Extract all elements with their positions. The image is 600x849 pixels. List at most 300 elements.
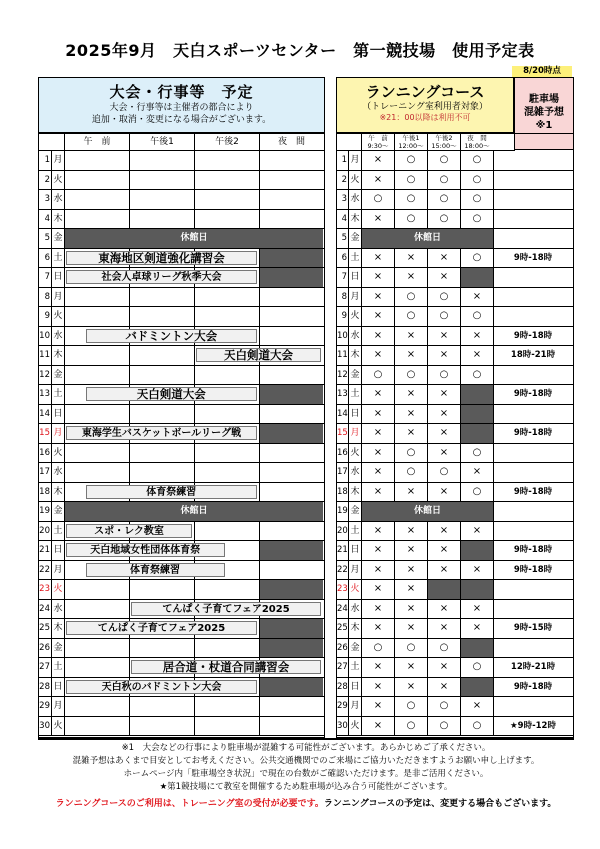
day-number: 30 [337, 720, 348, 731]
weekday: 水 [348, 190, 361, 209]
availability-mark: × [361, 658, 394, 677]
availability-mark: × [361, 249, 394, 268]
availability-mark: × [427, 249, 460, 268]
availability-mark [427, 580, 460, 599]
event-bar: 東海学生バスケットボールリーグ戦 [66, 426, 257, 440]
slot-cell [129, 307, 194, 326]
running-row [337, 366, 573, 386]
availability-mark: × [394, 522, 427, 541]
weekday: 木 [51, 210, 64, 229]
availability-mark: × [427, 444, 460, 463]
availability-mark: ○ [460, 444, 493, 463]
slot-cell [259, 678, 323, 697]
running-col-name: 午後1 [402, 134, 420, 142]
availability-mark: × [361, 580, 394, 599]
day-number: 22 [39, 564, 50, 575]
running-row [337, 151, 573, 171]
running-row [337, 327, 573, 347]
weekday: 日 [51, 541, 64, 560]
weekday: 月 [348, 151, 361, 170]
parking-forecast [493, 502, 572, 521]
parking-line-2: 混雑予想 [524, 107, 564, 118]
day-number: 5 [44, 233, 50, 243]
availability-mark [460, 268, 493, 287]
weekday: 金 [51, 366, 64, 385]
slot-cell [259, 424, 323, 443]
parking-forecast [493, 522, 572, 541]
availability-mark [460, 385, 493, 404]
weekday: 木 [51, 346, 64, 365]
running-row [337, 190, 573, 210]
day-number: 12 [39, 369, 50, 380]
availability-mark: × [460, 600, 493, 619]
running-row [337, 522, 573, 542]
slot-cell [259, 288, 323, 307]
footer-line-5 [38, 798, 574, 811]
day-number: 14 [39, 408, 50, 419]
weekday: 火 [51, 580, 64, 599]
availability-mark: × [427, 483, 460, 502]
running-note: ※21：00以降は利用不可 [379, 113, 471, 122]
weekday: 月 [51, 424, 64, 443]
availability-mark: × [361, 268, 394, 287]
running-row [337, 210, 573, 230]
availability-mark: × [394, 678, 427, 697]
running-col-3 [460, 134, 493, 150]
slot-cell [129, 697, 194, 716]
availability-mark: ○ [460, 307, 493, 326]
parking-forecast [493, 288, 572, 307]
slot-cell [129, 171, 194, 190]
slot-cell [194, 307, 259, 326]
running-row [337, 268, 573, 288]
weekday: 火 [348, 171, 361, 190]
event-bar: 東海地区剣道強化講習会 [66, 251, 257, 265]
slot-cell [259, 307, 323, 326]
slot-cell [64, 580, 129, 599]
slot-cell [129, 366, 194, 385]
slot-cell [194, 717, 259, 736]
events-row [39, 717, 324, 737]
event-bar: 天白剣道大会 [86, 387, 258, 401]
weekday: 火 [348, 717, 361, 736]
availability-mark: ○ [427, 717, 460, 736]
slot-cell [129, 151, 194, 170]
availability-mark: × [460, 327, 493, 346]
availability-mark: × [361, 697, 394, 716]
weekday: 金 [51, 639, 64, 658]
availability-mark: × [361, 171, 394, 190]
day-number: 18 [337, 486, 348, 497]
availability-mark: × [361, 346, 394, 365]
availability-mark: × [394, 580, 427, 599]
day-number: 1 [341, 155, 347, 165]
slot-cell [259, 327, 323, 346]
day-number: 16 [39, 447, 50, 458]
weekday: 月 [348, 288, 361, 307]
weekday: 金 [348, 502, 361, 521]
running-row [337, 385, 573, 405]
running-col-name: 午 前 [368, 134, 388, 142]
slot-cell [64, 190, 129, 209]
availability-mark: ○ [394, 171, 427, 190]
weekday: 日 [348, 678, 361, 697]
slot-cell [259, 444, 323, 463]
slot-cell [64, 366, 129, 385]
availability-mark: ○ [427, 288, 460, 307]
availability-mark: ○ [427, 463, 460, 482]
slot-cell [64, 444, 129, 463]
weekday: 火 [348, 580, 361, 599]
parking-forecast [493, 307, 572, 326]
running-column-header [337, 134, 515, 151]
events-row [39, 327, 324, 347]
availability-mark: × [394, 405, 427, 424]
events-row [39, 522, 324, 542]
day-number: 18 [39, 486, 50, 497]
availability-mark: ○ [427, 307, 460, 326]
availability-mark: ○ [427, 639, 460, 658]
running-col-2 [427, 134, 460, 150]
weekday: 火 [51, 307, 64, 326]
slot-cell [259, 697, 323, 716]
weekday: 木 [348, 483, 361, 502]
running-row [337, 171, 573, 191]
slot-cell [194, 366, 259, 385]
availability-mark: ○ [460, 190, 493, 209]
day-number: 10 [39, 330, 50, 341]
availability-mark: ○ [460, 171, 493, 190]
day-number: 29 [337, 701, 348, 711]
events-row [39, 444, 324, 464]
running-col-time: 15:00～ [431, 142, 457, 150]
day-number: 23 [39, 584, 50, 594]
availability-mark: × [394, 249, 427, 268]
slot-cell [259, 385, 323, 404]
availability-mark: × [427, 405, 460, 424]
slot-cell [259, 561, 323, 580]
availability-mark: × [427, 424, 460, 443]
day-number: 28 [337, 681, 348, 692]
day-number: 6 [341, 252, 347, 263]
availability-mark: ○ [394, 697, 427, 716]
availability-mark: × [361, 522, 394, 541]
day-number: 11 [337, 350, 348, 360]
day-number: 10 [337, 330, 348, 341]
events-row [39, 405, 324, 425]
weekday: 月 [348, 424, 361, 443]
availability-mark: × [361, 717, 394, 736]
events-col-3: 夜 間 [259, 134, 323, 150]
events-row [39, 151, 324, 171]
events-title: 大会・行事等 予定 [109, 83, 254, 101]
availability-mark: × [394, 385, 427, 404]
weekday: 月 [51, 561, 64, 580]
events-row [39, 229, 324, 249]
availability-mark: ○ [394, 366, 427, 385]
availability-mark: ○ [361, 366, 394, 385]
parking-line-1: 駐車場 [529, 94, 559, 105]
availability-mark: × [361, 678, 394, 697]
slot-cell [194, 210, 259, 229]
weekday: 木 [348, 619, 361, 638]
availability-mark: × [427, 522, 460, 541]
day-number: 22 [337, 564, 348, 575]
parking-forecast [493, 697, 572, 716]
availability-mark [460, 580, 493, 599]
availability-mark: × [361, 424, 394, 443]
running-header [336, 77, 514, 133]
day-number: 8 [341, 291, 347, 302]
slot-cell [64, 307, 129, 326]
parking-forecast [493, 366, 572, 385]
day-number: 19 [39, 506, 50, 516]
weekday: 水 [51, 327, 64, 346]
events-row [39, 288, 324, 308]
day-number: 13 [39, 389, 50, 399]
slot-cell [259, 210, 323, 229]
parking-forecast: 9時-18時 [493, 678, 572, 697]
day-number: 11 [39, 350, 50, 360]
weekday: 日 [348, 268, 361, 287]
day-number: 17 [337, 467, 348, 477]
weekday: 月 [348, 561, 361, 580]
slot-cell [64, 658, 129, 677]
parking-forecast [493, 405, 572, 424]
parking-forecast: 9時-18時 [493, 541, 572, 560]
running-row [337, 639, 573, 659]
weekday: 土 [51, 522, 64, 541]
running-row [337, 444, 573, 464]
availability-mark: ○ [361, 639, 394, 658]
events-row [39, 307, 324, 327]
availability-mark: × [427, 678, 460, 697]
closed-day: 休館日 [64, 229, 323, 248]
events-row [39, 580, 324, 600]
day-number: 7 [341, 272, 347, 282]
parking-forecast: ★9時-12時 [493, 717, 572, 736]
weekday: 日 [348, 541, 361, 560]
availability-mark: × [394, 619, 427, 638]
day-number: 26 [39, 642, 50, 653]
events-header [38, 77, 325, 133]
header-blank [39, 134, 64, 150]
slot-cell [259, 405, 323, 424]
parking-forecast: 9時-18時 [493, 327, 572, 346]
slot-cell [259, 171, 323, 190]
weekday: 水 [348, 600, 361, 619]
slot-cell [194, 697, 259, 716]
availability-mark: × [427, 600, 460, 619]
slot-cell [129, 444, 194, 463]
availability-mark: × [394, 268, 427, 287]
parking-forecast: 9時-18時 [493, 561, 572, 580]
event-bar: スポ・レク教室 [66, 524, 192, 538]
slot-cell [64, 639, 129, 658]
running-col-time: 9:30～ [367, 142, 389, 150]
weekday: 土 [348, 249, 361, 268]
day-number: 27 [337, 662, 348, 672]
day-number: 24 [337, 603, 348, 614]
events-table [38, 133, 325, 738]
day-number: 3 [341, 194, 347, 204]
availability-mark: ○ [394, 444, 427, 463]
footer-line-2: 混雑予想はあくまで目安としてお考えください。公共交通機関でのご来場にご協力いただきますようお願い申し上げます。 [72, 756, 540, 766]
day-number: 17 [39, 467, 50, 477]
weekday: 火 [51, 444, 64, 463]
slot-cell [259, 717, 323, 736]
day-number: 28 [39, 681, 50, 692]
slot-cell [64, 288, 129, 307]
availability-mark: × [394, 424, 427, 443]
availability-mark: × [427, 619, 460, 638]
parking-forecast [493, 229, 572, 248]
running-row [337, 463, 573, 483]
running-col-0 [361, 134, 394, 150]
weekday: 金 [348, 229, 361, 248]
running-row [337, 619, 573, 639]
events-column-header [39, 134, 324, 151]
slot-cell [259, 366, 323, 385]
running-row [337, 541, 573, 561]
availability-mark: ○ [427, 210, 460, 229]
page-title: 2025年9月 天白スポーツセンター 第一競技場 使用予定表 [65, 41, 535, 60]
availability-mark: × [361, 561, 394, 580]
availability-mark: × [394, 658, 427, 677]
day-number: 14 [337, 408, 348, 419]
slot-cell [259, 268, 323, 287]
availability-mark: ○ [394, 463, 427, 482]
slot-cell [259, 483, 323, 502]
availability-mark [460, 541, 493, 560]
parking-forecast [493, 190, 572, 209]
footer-notes [38, 742, 574, 811]
availability-mark: × [361, 444, 394, 463]
availability-mark: ○ [460, 366, 493, 385]
parking-forecast: 12時-21時 [493, 658, 572, 677]
parking-forecast: 9時-18時 [493, 249, 572, 268]
availability-mark: × [361, 405, 394, 424]
day-number: 1 [44, 155, 50, 165]
weekday: 金 [51, 229, 64, 248]
running-title: ランニングコース [365, 83, 485, 101]
closed-day: 休館日 [361, 502, 493, 521]
weekday: 水 [51, 463, 64, 482]
events-row [39, 346, 324, 366]
slot-cell [64, 405, 129, 424]
running-row [337, 697, 573, 717]
event-bar: 天白秋のバドミントン大会 [66, 680, 257, 694]
slot-cell [64, 210, 129, 229]
availability-mark [460, 424, 493, 443]
availability-mark: × [427, 385, 460, 404]
slot-cell [194, 580, 259, 599]
running-row [337, 561, 573, 581]
events-note-1: 大会・行事等は主催者の都合により [109, 103, 254, 113]
weekday: 月 [51, 697, 64, 716]
slot-cell [129, 463, 194, 482]
slot-cell [129, 405, 194, 424]
event-bar: 社会人卓球リーグ秋季大会 [66, 270, 257, 284]
running-row [337, 307, 573, 327]
weekday: 日 [348, 405, 361, 424]
availability-mark: × [427, 658, 460, 677]
availability-mark: × [394, 327, 427, 346]
slot-cell [64, 463, 129, 482]
availability-mark: × [361, 385, 394, 404]
weekday: 火 [348, 444, 361, 463]
parking-forecast [493, 639, 572, 658]
slot-cell [129, 717, 194, 736]
events-row [39, 268, 324, 288]
availability-mark: × [460, 346, 493, 365]
running-row [337, 249, 573, 269]
events-row [39, 697, 324, 717]
parking-forecast [493, 268, 572, 287]
events-row [39, 658, 324, 678]
day-number: 29 [39, 701, 50, 711]
availability-mark: ○ [394, 190, 427, 209]
day-number: 20 [337, 525, 348, 536]
availability-mark: × [427, 327, 460, 346]
day-number: 9 [341, 311, 347, 321]
slot-cell [194, 171, 259, 190]
weekday: 水 [51, 190, 64, 209]
day-number: 4 [341, 213, 347, 224]
weekday: 木 [51, 483, 64, 502]
events-note-2: 追加・取消・変更になる場合がございます。 [91, 115, 272, 125]
slot-cell [64, 151, 129, 170]
slot-cell [259, 580, 323, 599]
availability-mark: × [394, 561, 427, 580]
availability-mark: × [394, 483, 427, 502]
availability-mark [460, 639, 493, 658]
availability-mark: ○ [460, 483, 493, 502]
availability-mark: × [427, 541, 460, 560]
events-col-1: 午後1 [129, 134, 194, 150]
running-col-1 [394, 134, 427, 150]
day-number: 27 [39, 662, 50, 672]
event-bar: 天白地域女性団体体育祭 [66, 543, 225, 557]
weekday: 火 [51, 717, 64, 736]
closed-day: 休館日 [361, 229, 493, 248]
slot-cell [194, 190, 259, 209]
parking-forecast [493, 151, 572, 170]
running-row [337, 483, 573, 503]
footer-line-4: ★第1競技場にて教室を開催するため駐車場が込み合う可能性がございます。 [159, 782, 453, 792]
availability-mark: × [460, 561, 493, 580]
availability-mark: ○ [394, 639, 427, 658]
weekday: 土 [348, 658, 361, 677]
day-number: 7 [44, 272, 50, 282]
availability-mark: × [361, 151, 394, 170]
day-number: 21 [39, 545, 50, 555]
events-row [39, 483, 324, 503]
parking-forecast: 9時-18時 [493, 424, 572, 443]
day-number: 24 [39, 603, 50, 614]
running-subtitle: （トレーニング室利用者対象） [362, 102, 488, 112]
weekday: 水 [51, 600, 64, 619]
day-number: 6 [44, 252, 50, 263]
parking-forecast [493, 600, 572, 619]
day-number: 8 [44, 291, 50, 302]
events-row [39, 424, 324, 444]
events-row [39, 619, 324, 639]
availability-mark: × [361, 600, 394, 619]
slot-cell [194, 522, 259, 541]
availability-mark: × [361, 210, 394, 229]
slot-cell [259, 541, 323, 560]
